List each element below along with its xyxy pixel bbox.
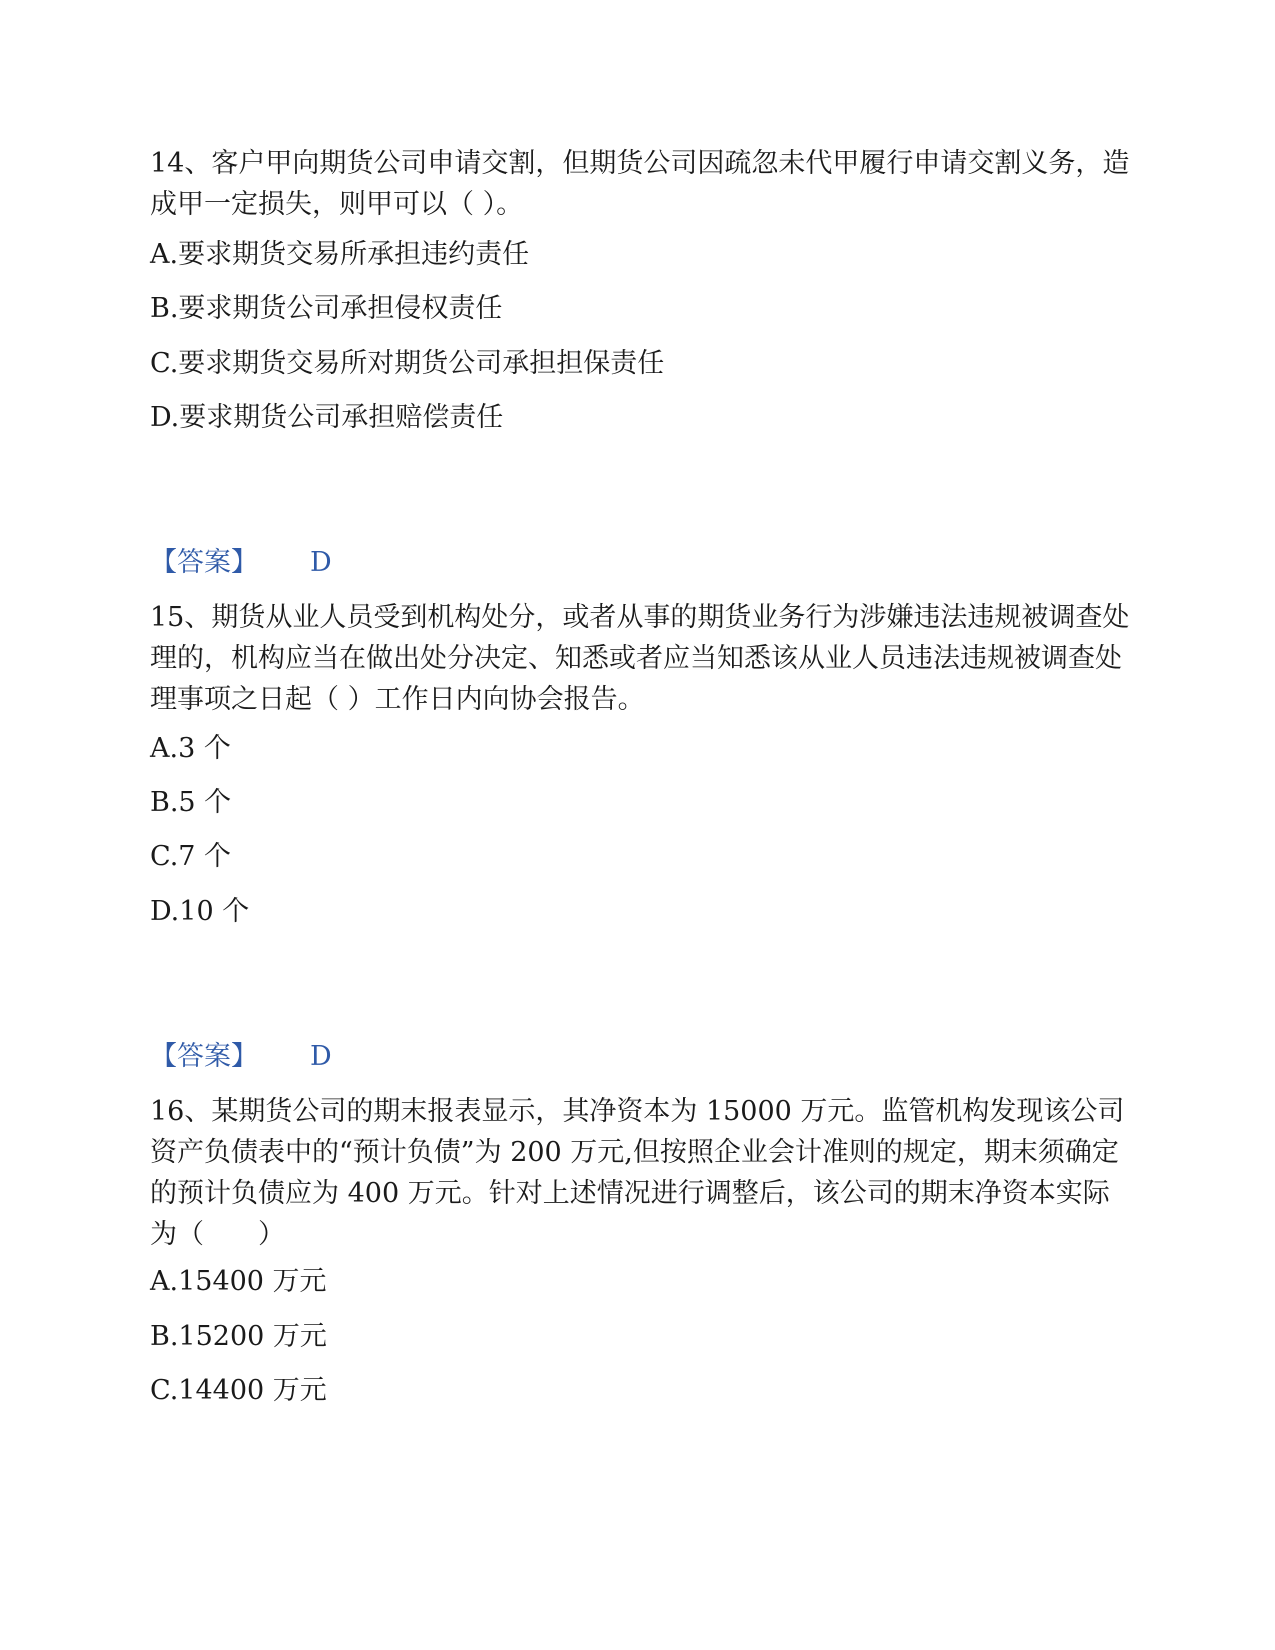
question-14-option-c: C.要求期货交易所对期货公司承担担保责任 <box>150 348 665 379</box>
question-16-stem: 16、某期货公司的期末报表显示，其净资本为 15000 万元。监管机构发现该公司资产负债表中的“预计负债”为 200 万元,但按照企业会计准则的规定，期末须确定的预计负债应为 400 万元。针对上述情况进行调整后，该公司的期末净资本实际为（ ） <box>150 1096 1125 1250</box>
answer-letter: D <box>310 547 332 578</box>
question-14-option-d: D.要求期货公司承担赔偿责任 <box>150 402 504 433</box>
answer-label: 【答案】 <box>150 1041 258 1072</box>
question-15-answer <box>150 1040 332 1074</box>
question-14-option-a: A.要求期货交易所承担违约责任 <box>150 239 530 270</box>
question-14-option-b: B.要求期货公司承担侵权责任 <box>150 293 503 324</box>
question-15-stem: 15、期货从业人员受到机构处分，或者从事的期货业务行为涉嫌违法违规被调查处理的，机构应当在做出处分决定、知悉或者应当知悉该从业人员违法违规被调查处理事项之日起（ ）工作日内向协会报告。 <box>150 602 1130 715</box>
question-14-stem: 14、客户甲向期货公司申请交割，但期货公司因疏忽未代甲履行申请交割义务，造成甲一定损失，则甲可以（ ）。 <box>150 148 1130 220</box>
question-16-option-a: A.15400 万元 <box>150 1266 327 1297</box>
question-14-answer <box>150 546 332 580</box>
question-15-option-b: B.5 个 <box>150 787 232 818</box>
question-15-option-c: C.7 个 <box>150 841 232 872</box>
question-15-option-d: D.10 个 <box>150 896 250 927</box>
answer-label: 【答案】 <box>150 547 258 578</box>
question-15-option-a: A.3 个 <box>150 733 231 764</box>
question-16-option-b: B.15200 万元 <box>150 1321 327 1352</box>
question-16-option-c: C.14400 万元 <box>150 1375 327 1406</box>
answer-letter: D <box>310 1041 332 1072</box>
